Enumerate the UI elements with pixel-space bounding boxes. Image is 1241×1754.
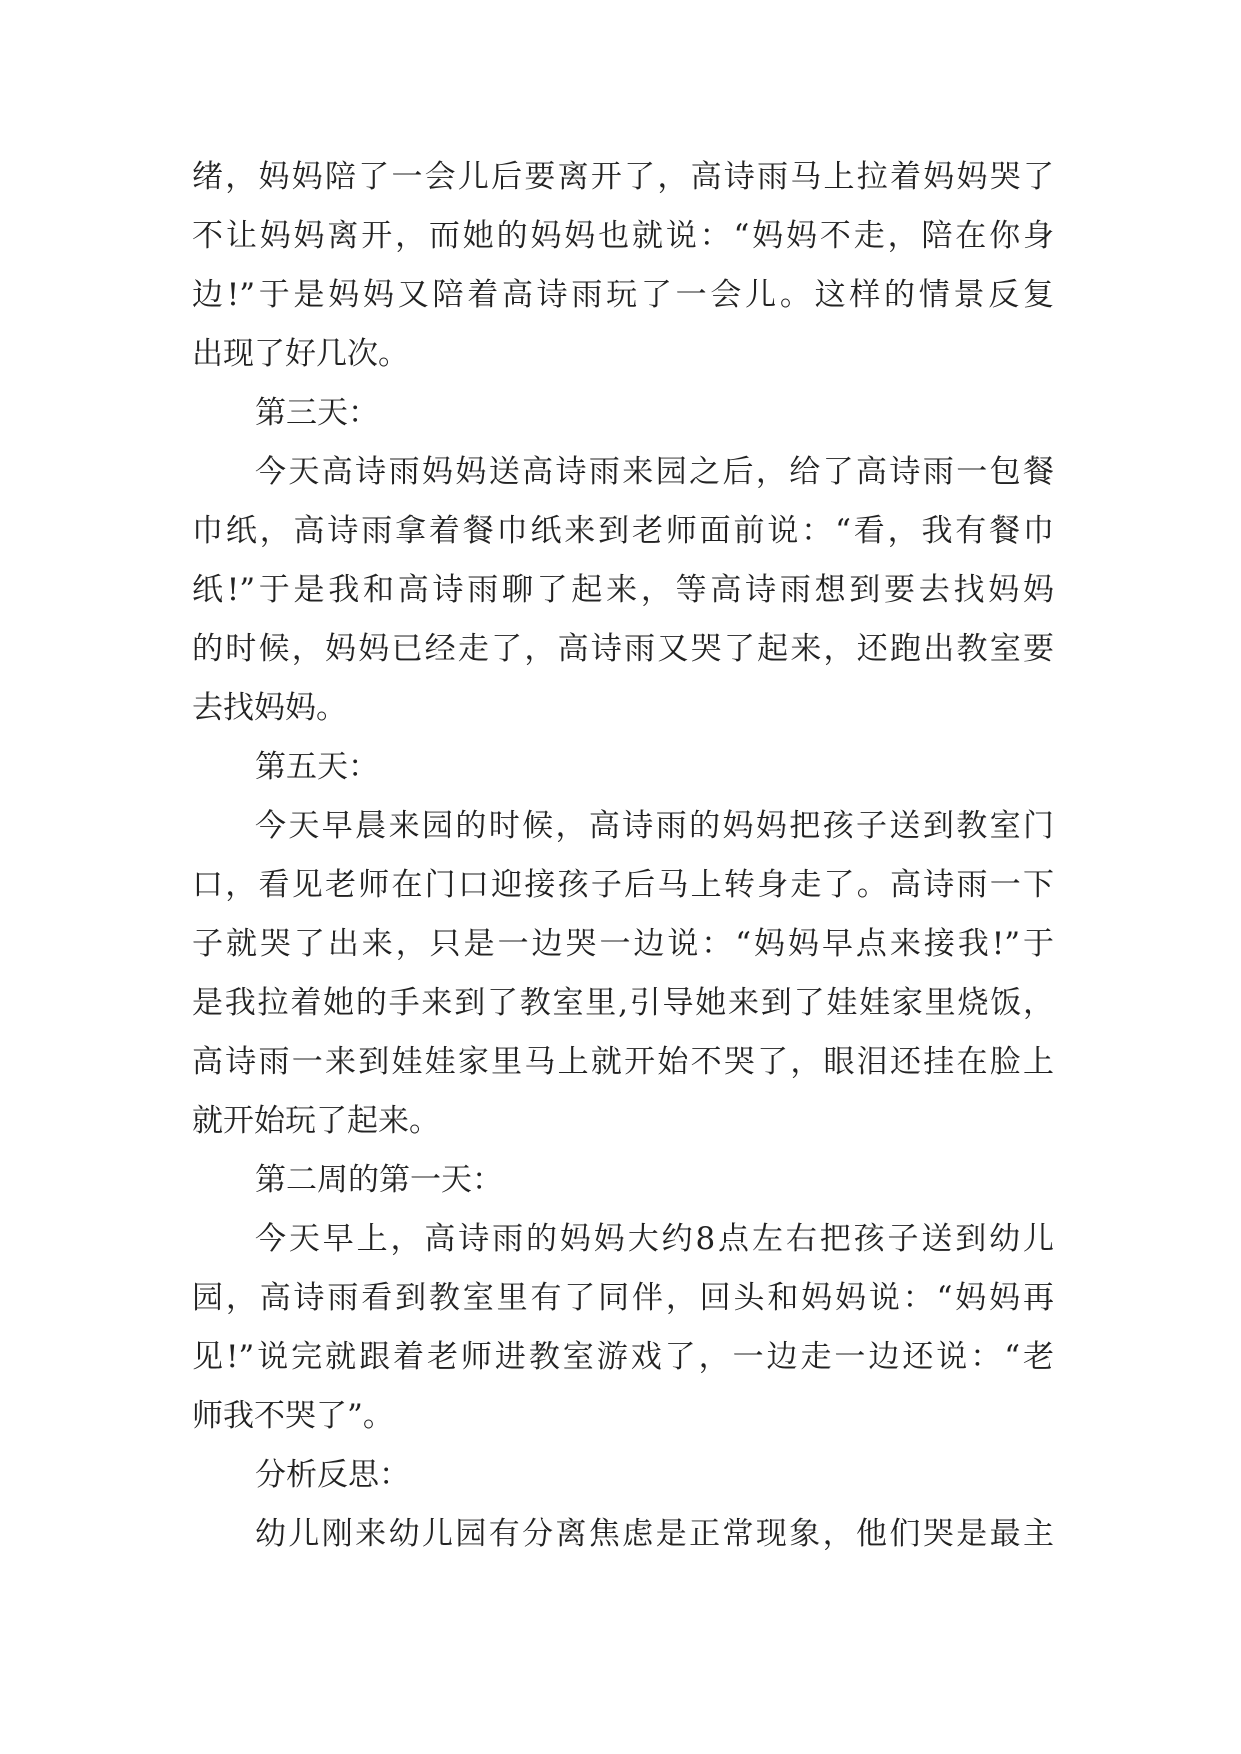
paragraph-line: 今天早晨来园的时候，高诗雨的妈妈把孩子送到教室门 (255, 808, 1054, 844)
section-heading-day-five: 第五天： (255, 749, 379, 785)
paragraph-line: 高诗雨一来到娃娃家里马上就开始不哭了，眼泪还挂在脸上 (192, 1044, 1054, 1080)
paragraph-line: 出现了好几次。 (192, 336, 409, 372)
paragraph-line: 今天早上，高诗雨的妈妈大约8点左右把孩子送到幼儿 (255, 1221, 1054, 1257)
paragraph-line: 幼儿刚来幼儿园有分离焦虑是正常现象，他们哭是最主 (255, 1516, 1054, 1552)
paragraph-line: 子就哭了出来，只是一边哭一边说：“妈妈早点来接我!”于 (192, 926, 1054, 962)
paragraph-line: 绪，妈妈陪了一会儿后要离开了，高诗雨马上拉着妈妈哭了 (192, 159, 1054, 195)
paragraph-line: 见!”说完就跟着老师进教室游戏了，一边走一边还说：“老 (192, 1339, 1054, 1375)
paragraph-line: 今天高诗雨妈妈送高诗雨来园之后，给了高诗雨一包餐 (255, 454, 1054, 490)
paragraph-line: 是我拉着她的手来到了教室里,引导她来到了娃娃家里烧饭， (192, 985, 1054, 1021)
paragraph-line: 师我不哭了”。 (192, 1398, 394, 1434)
paragraph-line: 不让妈妈离开，而她的妈妈也就说：“妈妈不走，陪在你身 (192, 218, 1054, 254)
paragraph-line: 巾纸，高诗雨拿着餐巾纸来到老师面前说：“看，我有餐巾 (192, 513, 1054, 549)
section-heading-analysis: 分析反思： (255, 1457, 410, 1493)
paragraph-line: 纸!”于是我和高诗雨聊了起来，等高诗雨想到要去找妈妈 (192, 572, 1054, 608)
paragraph-line: 就开始玩了起来。 (192, 1103, 440, 1139)
document-body (192, 148, 1054, 1564)
paragraph-line: 口，看见老师在门口迎接孩子后马上转身走了。高诗雨一下 (192, 867, 1054, 903)
paragraph-line: 边!”于是妈妈又陪着高诗雨玩了一会儿。这样的情景反复 (192, 277, 1054, 313)
paragraph-line: 去找妈妈。 (192, 690, 347, 726)
section-heading-week-two-day-one: 第二周的第一天： (255, 1162, 503, 1198)
section-heading-day-three: 第三天： (255, 395, 379, 431)
paragraph-line: 的时候，妈妈已经走了，高诗雨又哭了起来，还跑出教室要 (192, 631, 1054, 667)
paragraph-line: 园，高诗雨看到教室里有了同伴，回头和妈妈说：“妈妈再 (192, 1280, 1054, 1316)
